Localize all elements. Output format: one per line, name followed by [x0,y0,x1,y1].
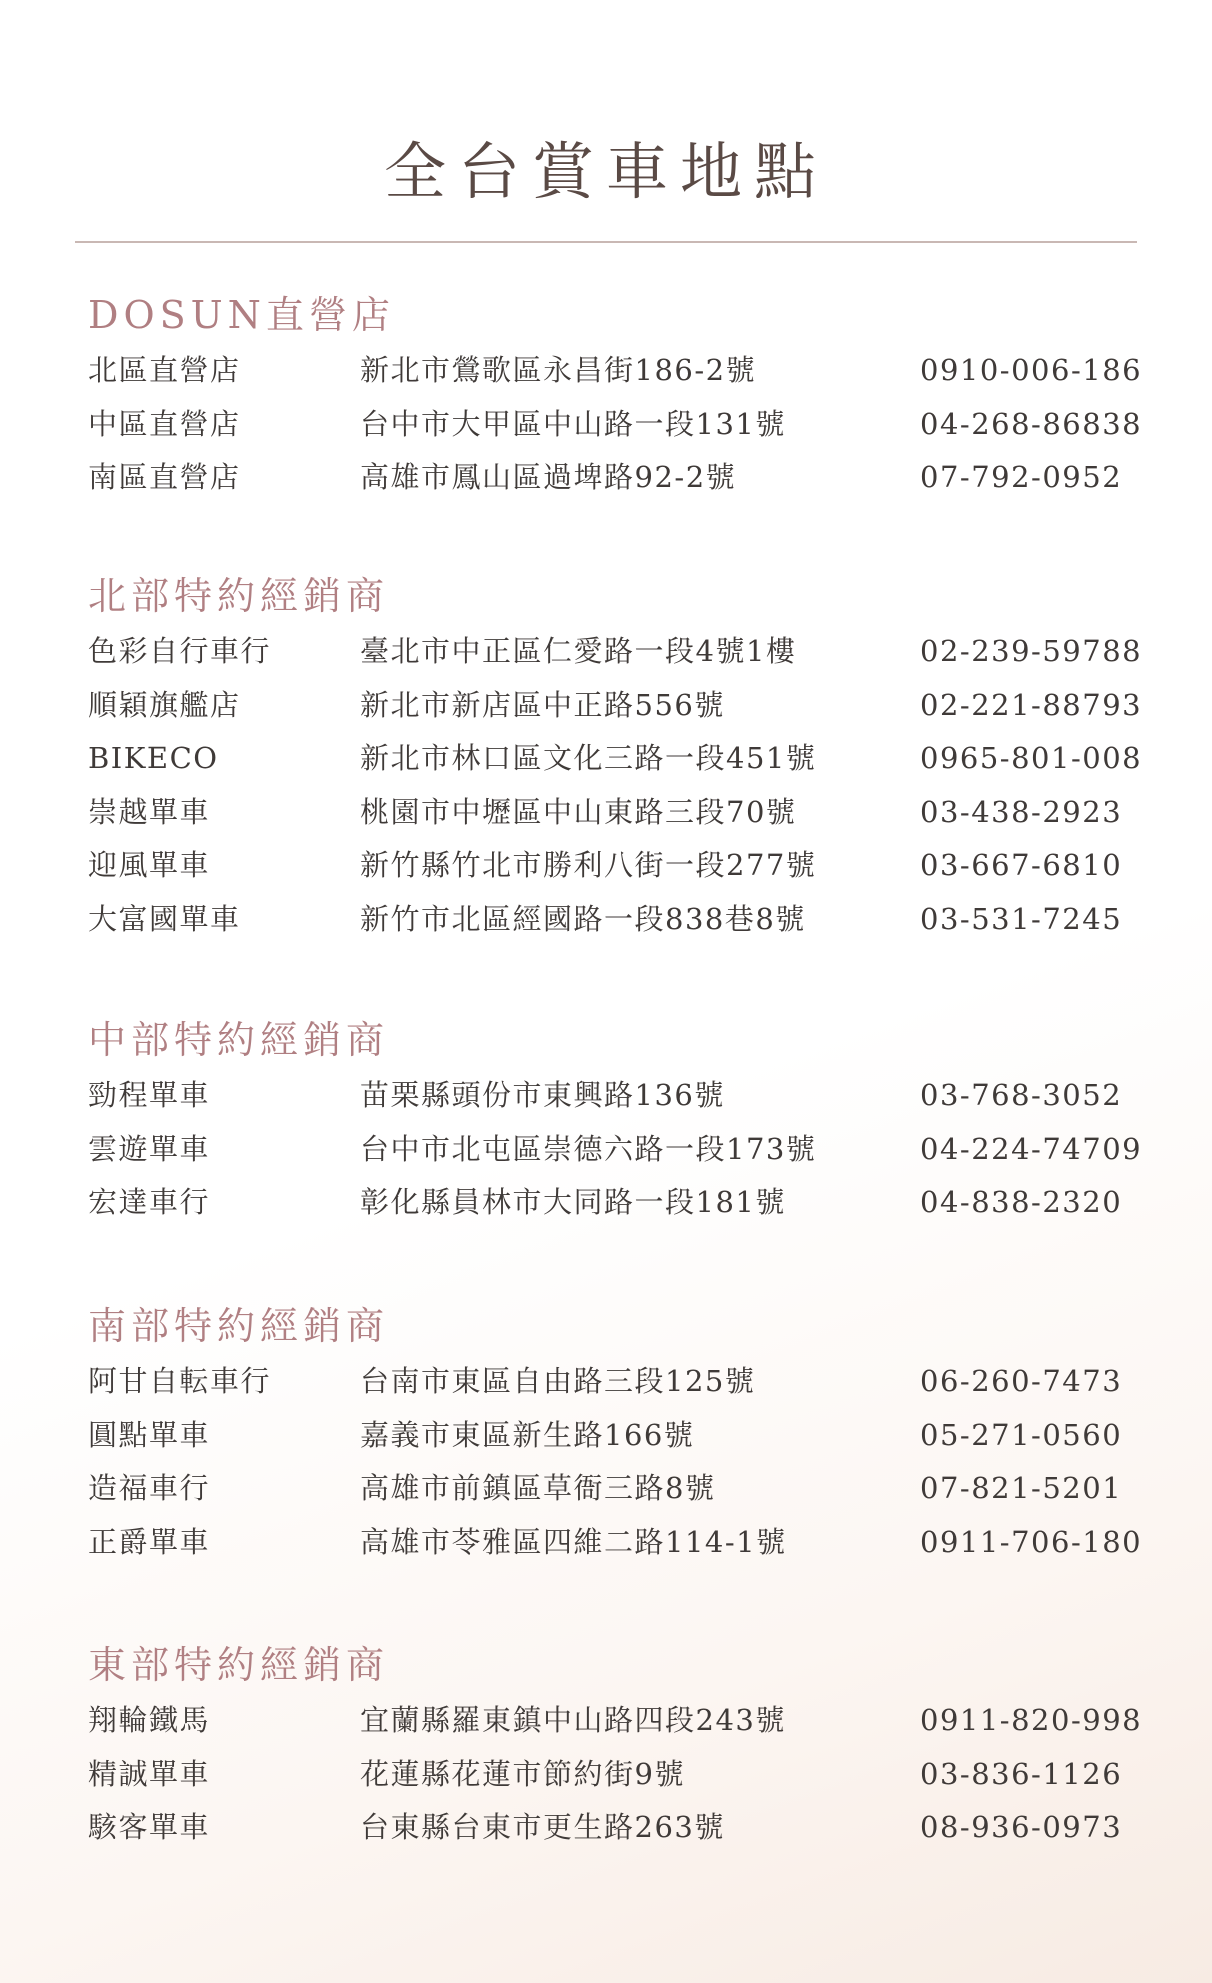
section-north-dealers [88,567,1148,946]
dealer-phone[interactable]: 0965-801-008 [920,741,1143,775]
dealer-phone[interactable]: 0911-820-998 [920,1703,1143,1737]
dealer-address: 台中市大甲區中山路一段131號 [360,406,786,441]
dealer-row [88,839,1148,893]
section-title: DOSUN直營店 [88,293,395,337]
dealer-address: 苗栗縣頭份市東興路136號 [360,1078,725,1112]
dealer-address: 新北市鶯歌區永昌街186-2號 [360,353,757,387]
dealer-address: 新竹市北區經國路一段838巷8號 [360,901,806,936]
section-central-dealers [88,1011,1148,1230]
dealer-name: 中區直營店 [88,406,241,441]
dealer-phone[interactable]: 0910-006-186 [920,353,1143,387]
dealer-phone[interactable]: 03-531-7245 [920,901,1123,936]
dealer-name: 勁程單車 [88,1078,211,1112]
dealer-phone[interactable]: 02-221-88793 [920,687,1143,722]
dealer-name: 駭客單車 [88,1810,211,1844]
dealer-row [88,625,1148,679]
dealer-row [88,1123,1148,1177]
dealer-address: 台南市東區自由路三段125號 [360,1364,756,1398]
section-title: 中部特約經銷商 [88,1018,390,1062]
dealer-address: 高雄市苓雅區四維二路114-1號 [360,1524,787,1559]
dealer-phone[interactable]: 08-936-0973 [920,1810,1123,1844]
dealer-name: 大富國單車 [88,901,241,936]
dealer-address: 新北市林口區文化三路一段451號 [360,741,817,775]
dealer-name: 雲遊單車 [88,1131,211,1166]
dealer-name: 迎風單車 [88,848,211,882]
dealer-phone[interactable]: 04-268-86838 [920,406,1143,441]
dealer-name: 宏達車行 [88,1185,211,1219]
dealer-address: 台東縣台東市更生路263號 [360,1810,725,1844]
dealer-row [88,1801,1148,1855]
dealer-name: 圓點單車 [88,1417,211,1452]
dealer-row [88,398,1148,452]
dealer-address: 嘉義市東區新生路166號 [360,1417,695,1452]
dealer-row [88,451,1148,505]
dealer-phone[interactable]: 03-768-3052 [920,1078,1123,1112]
title-divider [75,241,1137,243]
dealer-address: 臺北市中正區仁愛路一段4號1樓 [360,634,797,668]
dealer-row [88,1176,1148,1230]
dealer-row [88,1748,1148,1802]
dealer-name: 崇越單車 [88,794,211,829]
dealer-phone[interactable]: 04-224-74709 [920,1131,1143,1166]
dealer-address: 台中市北屯區崇德六路一段173號 [360,1131,817,1166]
dealer-phone[interactable]: 03-836-1126 [920,1756,1123,1791]
dealer-row [88,1069,1148,1123]
dealer-name: 造福車行 [88,1471,211,1505]
dealer-name: 色彩自行車行 [88,634,272,668]
dealer-name: 順穎旗艦店 [88,687,241,722]
dealer-address: 高雄市前鎮區草衙三路8號 [360,1471,716,1505]
dealer-address: 宜蘭縣羅東鎮中山路四段243號 [360,1703,786,1737]
section-direct-stores [88,286,1148,505]
dealer-row [88,679,1148,733]
dealer-address: 花蓮縣花蓮市節約街9號 [360,1756,685,1791]
section-east-dealers [88,1636,1148,1855]
dealer-phone[interactable]: 03-667-6810 [920,848,1123,882]
dealer-address: 新北市新店區中正路556號 [360,687,725,722]
dealer-address: 彰化縣員林市大同路一段181號 [360,1185,786,1219]
dealer-phone[interactable]: 03-438-2923 [920,794,1123,829]
dealer-row [88,344,1148,398]
dealer-phone[interactable]: 07-792-0952 [920,460,1123,494]
dealer-name: 阿甘自転車行 [88,1364,272,1398]
dealer-row [88,893,1148,947]
dealer-row [88,1462,1148,1516]
dealer-phone[interactable]: 05-271-0560 [920,1417,1123,1452]
dealer-name: 精誠單車 [88,1756,211,1791]
dealer-row [88,786,1148,840]
section-south-dealers [88,1297,1148,1569]
dealer-phone[interactable]: 06-260-7473 [920,1364,1123,1398]
section-title: 北部特約經銷商 [88,574,390,618]
dealer-name: 北區直營店 [88,353,241,387]
page-title: 全台賞車地點 [383,135,828,208]
dealer-phone[interactable]: 0911-706-180 [920,1524,1143,1559]
dealer-phone[interactable]: 02-239-59788 [920,634,1143,668]
dealer-name: 南區直營店 [88,460,241,494]
dealer-name: 正爵單車 [88,1524,211,1559]
dealer-address: 高雄市鳳山區過埤路92-2號 [360,460,737,494]
dealer-phone[interactable]: 04-838-2320 [920,1185,1123,1219]
dealer-row [88,1694,1148,1748]
dealer-row [88,1409,1148,1463]
dealer-name: BIKECO [88,741,219,775]
dealer-phone[interactable]: 07-821-5201 [920,1471,1123,1505]
dealer-row [88,732,1148,786]
dealer-address: 新竹縣竹北市勝利八街一段277號 [360,848,817,882]
section-title: 南部特約經銷商 [88,1304,390,1348]
dealer-name: 翔輪鐵馬 [88,1703,211,1737]
section-title: 東部特約經銷商 [88,1643,390,1687]
dealer-row [88,1355,1148,1409]
dealer-address: 桃園市中壢區中山東路三段70號 [360,794,797,829]
dealer-row [88,1516,1148,1570]
